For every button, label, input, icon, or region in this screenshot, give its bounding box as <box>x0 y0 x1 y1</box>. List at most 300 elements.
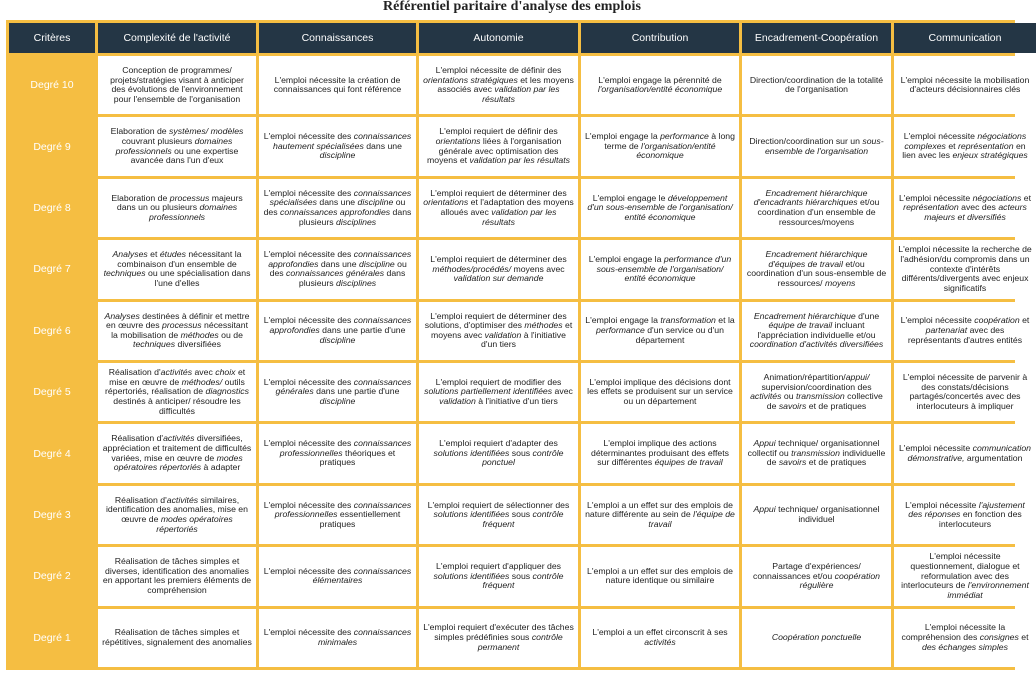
italic-term: contrôle fréquent <box>482 509 564 529</box>
italic-term: disciplines <box>336 216 377 227</box>
cell-communication <box>894 179 1036 237</box>
cell-text <box>585 501 735 530</box>
cell-text <box>585 194 735 223</box>
cell-text <box>102 312 252 350</box>
italic-term: domaines professionnels <box>148 202 238 222</box>
cell-communication <box>894 609 1036 667</box>
cell-autonomy <box>419 179 578 237</box>
italic-term: connaissances hautement spécialisées <box>273 131 412 151</box>
text-segment: L'emploi a un effet sur des emplois de nature différente au sein de <box>585 499 733 520</box>
cell-autonomy <box>419 240 578 298</box>
cell-text <box>746 505 887 524</box>
text-segment: L'emploi nécessite des <box>263 438 354 449</box>
text-segment: et la <box>715 315 735 326</box>
cell-autonomy <box>419 363 578 421</box>
cell-autonomy <box>419 117 578 175</box>
cell-communication <box>894 486 1036 544</box>
text-segment: L'emploi requiert d'appliquer des <box>435 561 562 571</box>
cell-text <box>423 189 574 227</box>
cell-text <box>772 633 861 643</box>
text-segment: Réalisation d' <box>111 433 164 444</box>
text-segment: et moyens avec <box>431 320 573 340</box>
text-segment: sous <box>509 570 533 581</box>
italic-term: solutions identifiées <box>433 447 510 458</box>
italic-term: systèmes/ modèles <box>169 126 244 137</box>
italic-term: choix <box>215 367 236 378</box>
text-segment: L'emploi nécessite des <box>263 249 354 260</box>
italic-term: connaissances professionnelles <box>274 499 412 520</box>
italic-term: processus <box>162 320 202 331</box>
cell-text <box>263 132 412 161</box>
text-segment: L'emploi nécessite des <box>263 131 354 142</box>
cell-text <box>263 76 412 95</box>
cell-text <box>102 194 252 223</box>
text-segment: L'emploi nécessite <box>900 315 975 326</box>
cell-text <box>746 312 887 350</box>
text-segment: Partage d'expériences/ connaissances et/ou <box>752 561 861 581</box>
cell-text <box>898 552 1032 600</box>
italic-term: contrôle fréquent <box>482 570 564 591</box>
text-segment: individuelle de <box>766 447 886 468</box>
italic-term: Encadrement hiérarchique <box>753 310 856 321</box>
text-segment: sous <box>509 447 533 458</box>
text-segment: Animation/répartition/ <box>763 372 846 382</box>
italic-term: discipline <box>319 150 356 161</box>
cell-text <box>898 132 1032 161</box>
cell-contribution <box>581 609 739 667</box>
cell-text <box>585 255 735 284</box>
italic-term: l'organisation/entité économique <box>636 140 716 161</box>
cell-contribution <box>581 240 739 298</box>
text-segment: en fonction des interlocuteurs <box>938 509 1022 529</box>
text-segment: et mise en œuvre de <box>109 367 246 387</box>
italic-term: consignes <box>979 632 1019 642</box>
italic-term: activités <box>644 636 676 647</box>
italic-term: validation <box>439 395 476 406</box>
italic-term: contrôle ponctuel <box>482 447 564 468</box>
cell-text <box>102 434 252 472</box>
text-segment: L'emploi engage la <box>585 131 661 142</box>
text-segment: majeurs dans un ou plusieurs <box>116 192 243 213</box>
text-segment: sous <box>509 509 533 520</box>
italic-term: orientations <box>435 136 481 146</box>
italic-term: appui/ <box>845 372 870 382</box>
cell-supervision <box>742 547 891 605</box>
cell-text <box>746 76 887 95</box>
cell-text <box>102 496 252 534</box>
italic-term: diagnostics <box>205 386 249 397</box>
cell-text <box>746 250 887 288</box>
italic-term: l'équipe de travail <box>648 509 735 529</box>
italic-term: méthodes/ <box>181 376 223 387</box>
cell-text <box>585 76 735 95</box>
criteria-table <box>6 20 1032 670</box>
degree-label: Degré 3 <box>9 486 95 544</box>
cell-contribution <box>581 117 739 175</box>
cell-communication <box>894 240 1036 298</box>
italic-term: coordination d'activités diversifiées <box>749 339 884 350</box>
text-segment: L'emploi nécessite des <box>263 315 354 326</box>
cell-knowledge <box>259 486 416 544</box>
italic-term: équipes de travail <box>654 457 723 468</box>
cell-text <box>263 439 412 468</box>
text-segment: avec des <box>958 202 999 213</box>
italic-term: contrôle permanent <box>477 632 563 652</box>
cell-text <box>898 444 1032 463</box>
text-segment: L'emploi nécessite questionnement, dialogue et reformulation avec des interlocuteurs de <box>901 551 1020 591</box>
cell-text <box>102 557 252 595</box>
cell-complexity <box>98 486 256 544</box>
text-segment: L'emploi nécessite des <box>263 565 354 576</box>
page-title: Référentiel paritaire d'analyse des emplois <box>382 0 642 14</box>
italic-term: savoirs <box>778 457 807 468</box>
cell-text <box>263 628 412 647</box>
italic-term: modes opératoires répertoriés <box>156 513 233 534</box>
cell-complexity <box>98 240 256 298</box>
cell-communication <box>894 302 1036 360</box>
cell-text <box>263 189 412 227</box>
italic-term: modes opératoires répertoriés <box>113 452 243 473</box>
italic-term: développement d'un sous-ensemble de l'organisation/ entité économique <box>587 192 733 222</box>
text-segment: Direction/coordination sur un <box>749 136 863 146</box>
degree-label: Degré 8 <box>9 179 95 237</box>
cell-text <box>423 623 574 652</box>
text-segment: et <box>945 140 958 151</box>
italic-term: équipe de travail <box>768 320 833 331</box>
italic-term: méthodes/procédés/ <box>432 263 512 274</box>
text-segment: dans une <box>316 197 358 208</box>
text-segment: L'emploi requiert de déterminer des <box>430 254 567 264</box>
text-segment: en lien avec les <box>902 140 1026 161</box>
text-segment: Réalisation de tâches simples et diverses, identification des anomalies en apportant les premiers éléments de compréhension <box>102 556 252 595</box>
text-segment: moyens avec <box>511 263 565 274</box>
cell-text <box>423 127 574 165</box>
cell-knowledge <box>259 117 416 175</box>
text-segment: L'emploi implique des actions déterminantes produisant des effets sur différentes <box>591 438 729 468</box>
text-segment: et <box>1019 315 1030 326</box>
italic-term: techniques <box>103 268 146 279</box>
cell-communication <box>894 424 1036 482</box>
text-segment: L'emploi nécessite des <box>263 627 354 638</box>
text-segment: et l'adaptation des moyens alloués avec <box>440 197 574 217</box>
cell-communication <box>894 547 1036 605</box>
italic-term: solutions identifiées <box>433 509 510 520</box>
cell-text <box>746 562 887 591</box>
cell-knowledge <box>259 240 416 298</box>
header-contribution: Contribution <box>581 23 739 53</box>
text-segment: avec des représentants d'autres entités <box>907 325 1023 345</box>
cell-knowledge <box>259 424 416 482</box>
text-segment: L'emploi nécessite <box>898 443 973 453</box>
cell-text <box>102 127 252 165</box>
italic-term: transmission <box>795 391 845 402</box>
cell-knowledge <box>259 609 416 667</box>
italic-term: méthodes <box>180 329 219 340</box>
text-segment: Elaboration de <box>110 126 170 137</box>
cell-text <box>746 189 887 227</box>
italic-term: processus <box>169 192 210 203</box>
text-segment: L'emploi requiert de sélectionner des <box>427 499 570 510</box>
text-segment: L'emploi nécessite la recherche de l'adhésion/du compromis dans un contexte d'intérêts différents/divergents avec enjeux significatifs <box>898 244 1032 293</box>
text-segment: L'emploi requiert d'adapter des <box>439 438 558 449</box>
text-segment: ou des <box>269 258 407 279</box>
italic-term: Appui <box>753 438 776 449</box>
cell-contribution <box>581 486 739 544</box>
header-criteria: Critères <box>9 23 95 53</box>
text-segment: et <box>147 249 160 260</box>
text-segment: dans une partie d'une <box>313 386 400 397</box>
italic-term: performance d'un sous-ensemble de l'organisation/ entité économique <box>596 254 732 284</box>
italic-term: négociations <box>972 192 1022 203</box>
text-segment: Direction/coordination de la totalité de l'organisation <box>749 74 884 95</box>
italic-term: études <box>159 249 186 260</box>
cell-text <box>585 439 735 468</box>
cell-text <box>263 501 412 530</box>
italic-term: représentation <box>903 202 959 213</box>
cell-text <box>423 562 574 591</box>
text-segment: L'emploi nécessite la création de connaissances qui font référence <box>273 74 402 95</box>
italic-term: Analyses <box>104 310 140 321</box>
degree-label: Degré 2 <box>9 547 95 605</box>
text-segment: Elaboration de <box>111 192 170 203</box>
italic-term: connaissances approfondies <box>268 249 412 269</box>
text-segment: dans une partie d'une <box>319 325 406 335</box>
header-supervision: Encadrement-Coopération <box>742 23 891 53</box>
cell-supervision <box>742 363 891 421</box>
text-segment: L'emploi nécessite des <box>263 376 354 387</box>
italic-term: enjeux stratégiques <box>952 150 1028 161</box>
cell-knowledge <box>259 547 416 605</box>
text-segment: nécessitant la combinaison d'un ensemble de <box>117 249 242 269</box>
cell-complexity <box>98 179 256 237</box>
cell-text <box>423 501 574 530</box>
italic-term: transformation <box>660 315 716 326</box>
italic-term: validation par les résultats <box>469 155 570 166</box>
italic-term: activités <box>750 391 782 402</box>
cell-contribution <box>581 547 739 605</box>
italic-term: représentation <box>957 140 1014 151</box>
italic-term: connaissances générales <box>275 376 412 397</box>
cell-communication <box>894 56 1036 114</box>
italic-term: orientations stratégiques <box>423 74 518 85</box>
cell-communication <box>894 363 1036 421</box>
text-segment: L'emploi nécessite <box>903 131 978 142</box>
text-segment: et <box>1018 632 1029 642</box>
text-segment: avec <box>552 386 573 397</box>
text-segment: diversifiées <box>175 339 221 350</box>
italic-term: l'ajustement des réponses <box>908 499 1025 520</box>
text-segment: L'emploi requiert de modifier des <box>435 376 562 387</box>
italic-term: validation sur demande <box>453 273 544 284</box>
text-segment: à l'initiative d'un tiers <box>475 395 558 406</box>
italic-term: activités <box>163 433 195 444</box>
text-segment: L'emploi engage le <box>592 192 668 203</box>
cell-supervision <box>742 240 891 298</box>
italic-term: Analyses <box>112 249 148 260</box>
text-segment: L'emploi requiert de déterminer des solutions, d'optimiser des <box>424 310 567 331</box>
text-segment: L'emploi nécessite la compréhension des <box>901 622 1006 642</box>
cell-text <box>585 567 735 586</box>
header-autonomy: Autonomie <box>419 23 578 53</box>
text-segment: dans une <box>318 258 359 269</box>
italic-term: moyens <box>824 277 856 288</box>
cell-text <box>585 378 735 407</box>
italic-term: Encadrement hiérarchique d'encadrants hiérarchiques <box>753 187 868 208</box>
italic-term: discipline <box>359 258 395 269</box>
cell-supervision <box>742 486 891 544</box>
text-segment: L'emploi nécessite des <box>263 187 354 198</box>
text-segment: similaires, identification des anomalies, mise en œuvre de <box>106 494 248 524</box>
italic-term: validation <box>484 329 522 340</box>
italic-term: connaissances approfondies <box>280 206 391 217</box>
text-segment: outils répertoriés, réalisation de <box>105 376 245 397</box>
text-segment: L'emploi nécessite de parvenir à des constats/décisions partagés/concertés avec des interlocuteurs à impliquer <box>902 372 1028 411</box>
degree-label: Degré 1 <box>9 609 95 667</box>
text-segment: L'emploi a un effet circonscrit à ses <box>592 627 728 638</box>
italic-term: coopération <box>974 315 1020 326</box>
cell-text <box>746 373 887 411</box>
header-knowledge: Connaissances <box>259 23 416 53</box>
text-segment: à l'initiative d'un tiers <box>481 329 566 350</box>
text-segment: et les moyens associés avec <box>437 74 574 95</box>
text-segment: et/ou coordination d'un ensemble de ressources/moyens <box>757 197 880 227</box>
cell-complexity <box>98 117 256 175</box>
text-segment: L'emploi nécessite des <box>263 499 354 510</box>
text-segment: destinés à anticiper/ résoudre les difficultés <box>113 395 241 416</box>
cell-text <box>585 628 735 647</box>
cell-text <box>102 628 252 647</box>
degree-label: Degré 10 <box>9 56 95 114</box>
cell-autonomy <box>419 609 578 667</box>
italic-term: partenariat <box>925 325 968 335</box>
italic-term: des échanges simples <box>922 641 1008 652</box>
text-segment: d'une <box>855 310 880 321</box>
cell-text <box>898 245 1032 293</box>
italic-term: discipline <box>357 197 394 208</box>
text-segment: avec <box>192 367 216 378</box>
cell-complexity <box>98 302 256 360</box>
cell-communication <box>894 117 1036 175</box>
text-segment: L'emploi nécessite <box>905 499 979 510</box>
text-segment: et de pratiques <box>806 457 867 468</box>
text-segment: ou une spécialisation dans l'une d'elles <box>145 268 251 288</box>
text-segment: L'emploi engage la <box>588 254 664 264</box>
text-segment: ou une expertise avancée dans l'un d'eux <box>130 145 239 166</box>
italic-term: l'environnement immédiat <box>947 580 1029 600</box>
italic-term: savoirs <box>778 400 807 411</box>
cell-contribution <box>581 424 739 482</box>
text-segment: Réalisation d' <box>114 494 167 505</box>
text-segment: nécessitant la mobilisation de <box>111 320 248 340</box>
text-segment: liées à l'organisation générale avec optimisation des moyens et <box>427 136 562 166</box>
italic-term: techniques <box>133 339 176 350</box>
cell-autonomy <box>419 56 578 114</box>
text-segment: ou <box>781 391 796 402</box>
cell-supervision <box>742 424 891 482</box>
italic-term: validation par les résultats <box>482 206 557 227</box>
italic-term: connaissances minimales <box>317 627 412 647</box>
text-segment: et/ou coordination d'un sous-ensemble de ressources/ <box>746 258 887 288</box>
text-segment: L'emploi nécessite de définir des <box>435 65 562 75</box>
text-segment: ou des <box>263 197 406 217</box>
cell-text <box>423 378 574 407</box>
italic-term: acteurs majeurs et diversifiés <box>924 202 1027 222</box>
text-segment: Conception de programmes/ projets/stratégies visant à anticiper des évolutions de l'environnement pour l'ensemble de l'organisation <box>110 65 244 104</box>
text-segment: incluant l'appréciation individuelle et/ou <box>757 320 876 340</box>
italic-term: activités <box>160 367 193 378</box>
text-segment: supervision/coordination des <box>761 381 872 392</box>
cell-text <box>102 66 252 104</box>
cell-supervision <box>742 56 891 114</box>
cell-autonomy <box>419 424 578 482</box>
italic-term: transmission <box>791 447 840 458</box>
italic-term: connaissances élémentaires <box>312 565 412 586</box>
italic-term: performance <box>660 131 709 142</box>
cell-supervision <box>742 179 891 237</box>
text-segment: à long terme de <box>604 131 735 151</box>
cell-text <box>746 439 887 468</box>
cell-knowledge <box>259 179 416 237</box>
cell-knowledge <box>259 302 416 360</box>
text-segment: L'emploi nécessite la mobilisation d'acteurs décisionnaires clés <box>900 74 1030 95</box>
italic-term: discipline <box>319 334 356 345</box>
text-segment: L'emploi engage la pérennité de <box>598 74 722 85</box>
text-segment: dans une <box>363 140 402 151</box>
cell-text <box>898 194 1032 223</box>
cell-complexity <box>98 547 256 605</box>
cell-contribution <box>581 56 739 114</box>
text-segment: L'emploi a un effet sur des emplois de nature identique ou similaire <box>587 565 733 586</box>
cell-text <box>263 378 412 407</box>
italic-term: communication démonstrative, <box>907 443 1032 463</box>
cell-text <box>423 439 574 468</box>
italic-term: méthodes <box>524 320 563 331</box>
cell-text <box>898 501 1032 530</box>
cell-complexity <box>98 609 256 667</box>
italic-term: connaissances générales <box>286 268 385 279</box>
text-segment: théoriques et pratiques <box>319 447 396 468</box>
cell-text <box>585 132 735 161</box>
text-segment: essentiellement pratiques <box>319 509 401 529</box>
italic-term: Coopération ponctuelle <box>771 632 862 642</box>
cell-contribution <box>581 179 739 237</box>
cell-text <box>102 250 252 288</box>
header-communication: Communication <box>894 23 1036 53</box>
degree-label: Degré 7 <box>9 240 95 298</box>
cell-complexity <box>98 363 256 421</box>
cell-complexity <box>98 56 256 114</box>
cell-text <box>423 255 574 284</box>
italic-term: orientations <box>423 197 469 208</box>
cell-supervision <box>742 302 891 360</box>
text-segment: L'emploi engage la <box>585 315 661 326</box>
italic-term: disciplines <box>336 277 377 288</box>
text-segment: L'emploi requiert d'exécuter des tâches simples prédéfinies sous <box>423 622 574 642</box>
text-segment: argumentation <box>964 452 1023 463</box>
cell-contribution <box>581 302 739 360</box>
text-segment: technique/ organisationnel collectif ou <box>747 438 880 458</box>
italic-term: solutions identifiées <box>433 570 510 581</box>
italic-term: connaissances spécialisées <box>269 187 412 208</box>
text-segment: et <box>1021 192 1032 203</box>
text-segment: couvrant plusieurs <box>121 136 195 146</box>
cell-text <box>898 373 1032 411</box>
cell-supervision <box>742 117 891 175</box>
text-segment: et de pratiques <box>806 400 867 411</box>
cell-text <box>263 250 412 288</box>
italic-term: performance <box>596 325 645 335</box>
cell-text <box>102 368 252 416</box>
